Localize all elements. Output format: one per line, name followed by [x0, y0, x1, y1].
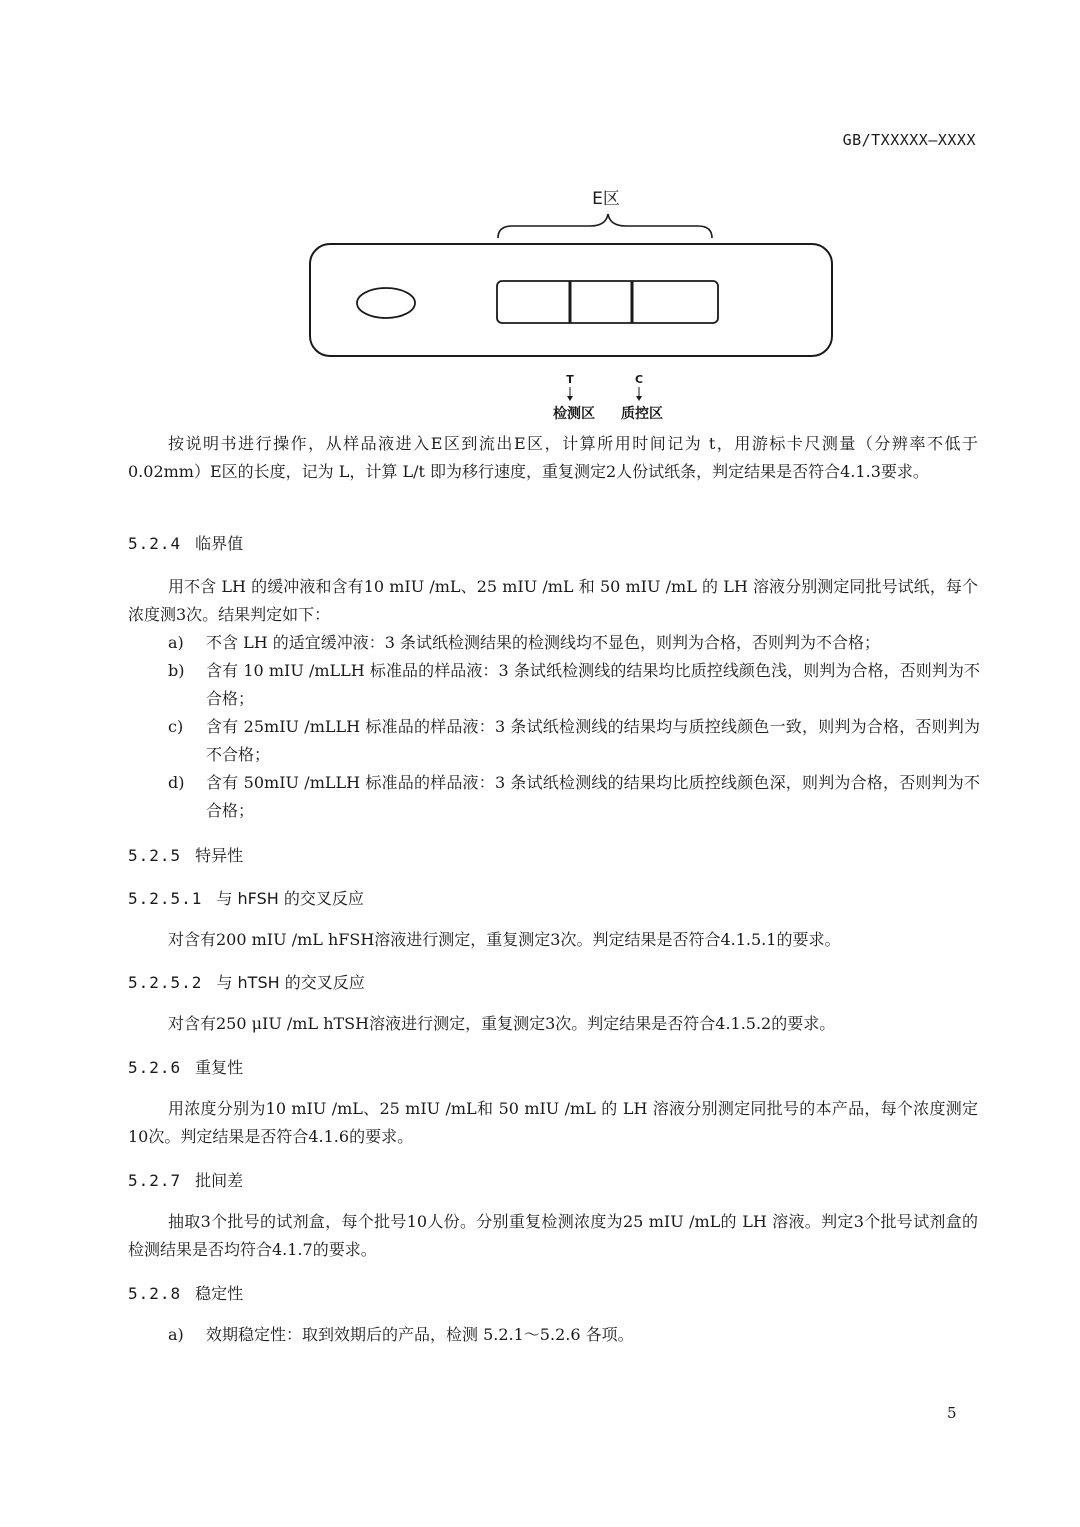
- list-item-text: 含有 25mIU /mLLH 标准品的样品液：3 条试纸检测线的结果均与质控线颜色一致，则判为合格，否则判为不合格；: [206, 717, 980, 764]
- c-arrow-head: [636, 396, 642, 401]
- section-number: 5.2.5.1: [128, 889, 203, 908]
- test-strip-diagram: [300, 180, 840, 430]
- section-number: 5.2.5.2: [128, 973, 203, 992]
- section-title: 批间差: [195, 1171, 244, 1190]
- e-zone-brace: [498, 214, 712, 238]
- test-strip-figure: [300, 180, 840, 430]
- section-paragraph-5-2-5-2: 对含有250 μIU /mL hTSH溶液进行测定，重复测定3次。判定结果是否符合4.1.5.2的要求。: [168, 1014, 836, 1033]
- list-item: [168, 629, 980, 657]
- list-item: [168, 769, 980, 825]
- c-marker: C: [634, 373, 644, 386]
- list-item-label: b): [168, 661, 185, 680]
- list-item-label: c): [168, 717, 184, 736]
- section-number: 5.2.4: [128, 534, 182, 553]
- section-paragraph-5-2-5-1: 对含有200 mIU /mL hFSH溶液进行测定，重复测定3次。判定结果是否符合4.1.5.1的要求。: [168, 930, 841, 949]
- section-number: 5.2.7: [128, 1171, 182, 1190]
- list-item-text: 含有 10 mIU /mLLH 标准品的样品液：3 条试纸检测线的结果均比质控线颜色浅，则判为合格，否则判为不合格；: [206, 661, 980, 708]
- e-zone-label: E区: [592, 189, 620, 209]
- page-number: 5: [947, 1404, 957, 1422]
- section-number: 5.2.5: [128, 846, 182, 865]
- section-title: 与 hFSH 的交叉反应: [216, 889, 364, 908]
- section-number: 5.2.8: [128, 1284, 182, 1303]
- section-title: 特异性: [195, 846, 244, 865]
- stability-list: [168, 1321, 980, 1349]
- section-title: 重复性: [195, 1058, 244, 1077]
- section-heading-5-2-8: [128, 1281, 243, 1304]
- list-item-text: 效期稳定性：取到效期后的产品，检测 5.2.1～5.2.6 各项。: [206, 1325, 634, 1344]
- section-heading-5-2-4: [128, 531, 243, 554]
- section-paragraph-5-2-6: 用浓度分别为10 mIU /mL、25 mIU /mL和 50 mIU /mL 的 LH 溶液分别测定同批号的本产品，每个浓度测定10次。判定结果是否符合4.1.6的要求。: [128, 1099, 978, 1146]
- section-title: 与 hTSH 的交叉反应: [216, 973, 365, 992]
- section-paragraph-5-2-4: 用不含 LH 的缓冲液和含有10 mIU /mL、25 mIU /mL 和 50 mIU /mL 的 LH 溶液分别测定同批号试纸，每个浓度测3次。结果判定如下：: [128, 577, 978, 624]
- sample-well: [357, 288, 415, 318]
- section-paragraph-5-2-7: 抽取3个批号的试剂盒，每个批号10人份。分别重复检测浓度为25 mIU /mL的 LH 溶液。判定3个批号试剂盒的检测结果是否均符合4.1.7的要求。: [128, 1212, 978, 1259]
- section-heading-5-2-6: [128, 1055, 243, 1078]
- list-item: [168, 713, 980, 769]
- list-item: [168, 1321, 980, 1349]
- t-arrow-head: [567, 396, 573, 401]
- section-heading-5-2-5-1: [128, 886, 364, 909]
- list-item-text: 不含 LH 的适宜缓冲液：3 条试纸检测结果的检测线均不显色，则判为合格，否则判为不合格；: [206, 633, 881, 652]
- criteria-list: [168, 629, 980, 825]
- t-marker: T: [566, 373, 574, 386]
- section-heading-5-2-7: [128, 1168, 243, 1191]
- list-item-label: d): [168, 773, 185, 792]
- document-code: GB/TXXXXX—XXXX: [842, 131, 976, 149]
- list-item-label: a): [168, 633, 184, 652]
- control-zone-label: 质控区: [621, 406, 663, 422]
- section-title: 临界值: [195, 534, 244, 553]
- section-heading-5-2-5-2: [128, 970, 365, 993]
- list-item-text: 含有 50mIU /mLLH 标准品的样品液：3 条试纸检测线的结果均比质控线颜色深，则判为合格，否则判为不合格；: [206, 773, 980, 820]
- section-heading-5-2-5: [128, 843, 243, 866]
- section-title: 稳定性: [195, 1284, 244, 1303]
- test-zone-label: 检测区: [553, 406, 595, 422]
- result-window: [497, 281, 718, 323]
- list-item: [168, 657, 980, 713]
- list-item-label: a): [168, 1325, 184, 1344]
- intro-paragraph: 按说明书进行操作，从样品液进入E区到流出E区，计算所用时间记为 t，用游标卡尺测量（分辨率不低于0.02mm）E区的长度，记为 L，计算 L/t 即为移行速度，重复测定2人份试纸条，判定结果是否符合4.1.3要求。: [128, 434, 978, 481]
- section-number: 5.2.6: [128, 1058, 182, 1077]
